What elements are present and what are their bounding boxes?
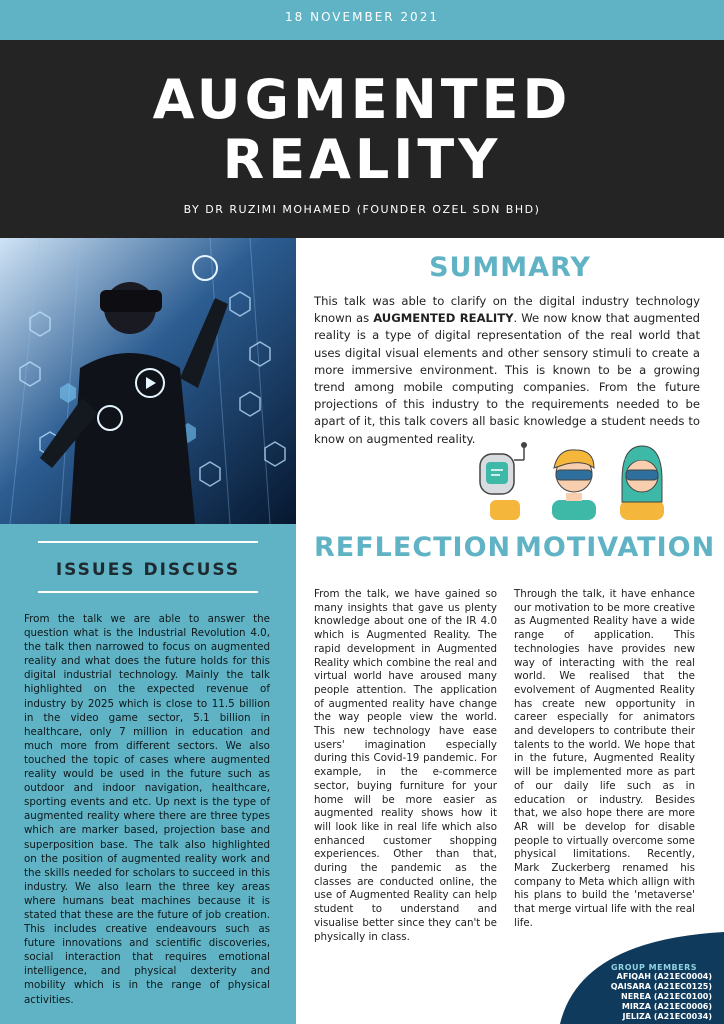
reflection-heading: REFLECTION [314,532,512,563]
boy-avatar-icon [552,450,596,520]
motivation-text: Through the talk, it have enhance our motivation to be more creative as Augmented Reality have a wide range of application. This technologies have provides new way of interacting with the real world. We realised that the evolvement of Augmented Reality has create new opportunity in career especially for animators and developers to contribute their talents to the world. We hope that in the future, Augmented Reality will be implemented more as part of our daily life such as in education or industry. Besides that, we also hope there are more AR will be develop for disable people to virtually overcome some physical limitations. Recently, Mark Zuckerberg renamed his company to Meta which allign with his plans to build the 'metaverse' that merge virtual life with the real life. [514,588,695,929]
issues-bottom-rule [38,591,258,593]
vr-avatars-illustration [466,440,694,522]
member-2: QAISARA (A21EC0125) [610,982,712,991]
reflection-text: From the talk, we have gained so many insights that gave us plenty knowledge about one of the IR 4.0 which is Augmented Reality. The rapid development in Augmented Reality which combine the real and virtual world have aroused many people attention. The application of augmented reality have change the way people view the world. This new technology have ease users' imagination especially during this Covid-19 pandemic. For example, in the e-commerce sector, buying furniture for your home will be more easier as augmented reality shows how it will look like in real life which also enhanced customer shopping experiences. Other than that, during the pandemic as the classes are conducted online, the use of Augmented Reality can help student to understand and visualise better since they can't be physically in class. [314,588,497,943]
issues-heading: ISSUES DISCUSS [55,560,241,580]
title-line-2: REALITY [222,128,502,191]
robot-avatar-icon [480,442,527,520]
member-5: JELIZA (A21EC0034) [622,1012,712,1021]
group-members-title: GROUP MEMBERS [610,963,698,972]
issues-text: From the talk we are able to answer the question what is the Industrial Revolution 4.0, the talk then narrowed to focus on augmented reality and what does the future holds for this digital industrial technology. Mainly the talk highlighted on the expected revenue of industry by 2025 which is close to 11.5 billion in the video game sector, 5.1 billion in healthcare, only 7 million in education and much more from different sectors. We also touched the topic of cases where augmented reality would be used in the future such as outdoor and indoor navigation, healthcare, sporting events and etc. Up next is the type of augmented reality where there are three types which are marker based, projection base and superposition base. The talk also highlighted on the position of augmented reality work and the skills needed for scholars to succeed in this industry. We also learn the three key areas where humans beat machines because it is stated that these are the future of job creation. This includes creative endeavours such as future innovations and scientific discoveries, social interaction that requires emotional intelligence, and physical dexterity and mobility which is in the range of physical activities. [24,613,270,1006]
summary-text-end: . We now know that augmented reality is a type of digital representation of the real world that uses digital visual elements and other sensory stimuli to create a more immersive environment. This is known to be a growing trend among mobile computing companies. From the future projections of this industry to the requirements needed to be apart of it, this talk covers all basic knowledge a student needs to know on augmented reality. [314,311,700,446]
summary-text-bold: AUGMENTED REALITY [373,311,514,326]
title-line-1: AUGMENTED [152,68,572,131]
group-members [590,963,718,1022]
girl-avatar-icon [620,446,664,520]
byline: BY DR RUZIMI MOHAMED (FOUNDER OZEL SDN BHD) [183,203,541,216]
summary-text-start: This talk was able to clarify on the digital industry technology known as [314,294,700,326]
date-label: 18 NOVEMBER 2021 [285,10,439,24]
summary-text [314,293,700,448]
issues-top-rule [38,541,258,543]
motivation-heading: MOTIVATION [515,532,716,563]
member-3: NEREA (A21EC0100) [621,992,712,1001]
summary-heading: SUMMARY [429,252,591,283]
member-1: AFIQAH (A21EC0004) [616,972,712,981]
vr-photo [0,238,296,524]
member-4: MIRZA (A21EC0006) [621,1002,712,1011]
